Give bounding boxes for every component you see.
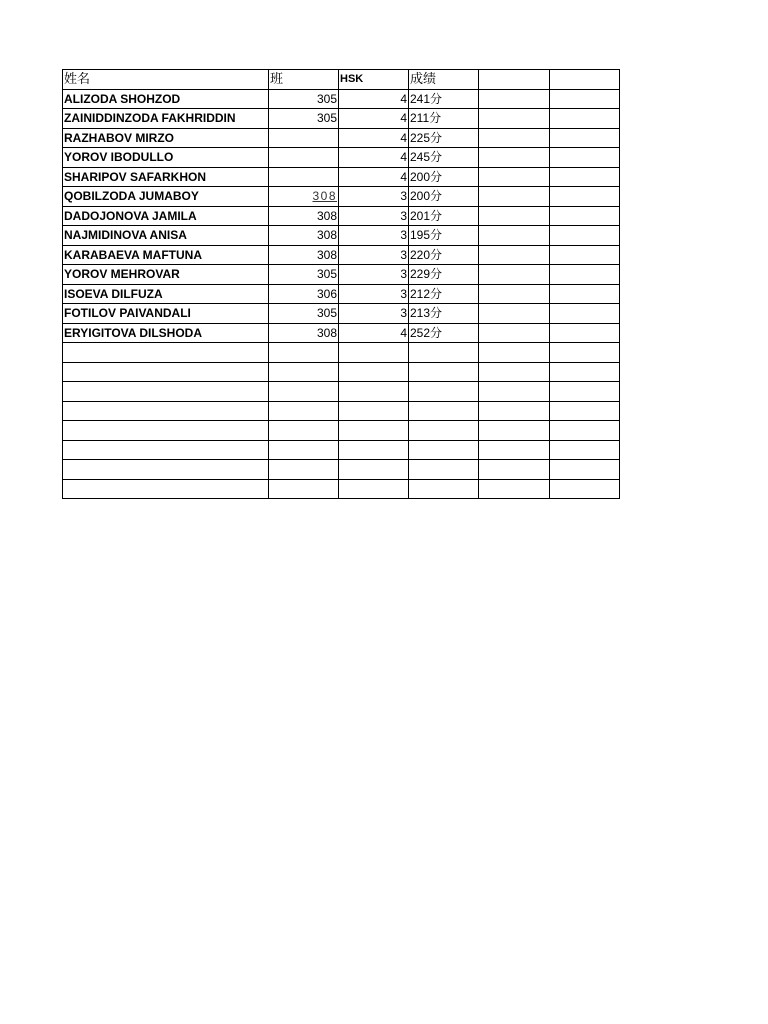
hsk-level-cell[interactable]: 4 xyxy=(339,109,409,129)
class-cell[interactable] xyxy=(269,265,339,285)
empty-row xyxy=(63,440,620,460)
empty-cell[interactable] xyxy=(550,70,620,90)
student-name-cell[interactable]: DADOJONOVA JAMILA xyxy=(63,206,269,226)
score-cell[interactable]: 241分 xyxy=(409,89,479,109)
table-row xyxy=(63,206,620,226)
table-row xyxy=(63,128,620,148)
empty-cell[interactable] xyxy=(269,401,339,421)
empty-cell[interactable] xyxy=(550,284,620,304)
header-hsk[interactable]: HSK xyxy=(339,70,409,90)
class-cell[interactable] xyxy=(269,109,339,129)
empty-cell[interactable] xyxy=(479,187,550,207)
empty-cell[interactable] xyxy=(409,479,479,499)
empty-cell[interactable] xyxy=(269,479,339,499)
empty-cell[interactable] xyxy=(409,401,479,421)
empty-cell[interactable] xyxy=(479,343,550,363)
empty-cell[interactable] xyxy=(479,89,550,109)
empty-cell[interactable] xyxy=(479,167,550,187)
empty-cell[interactable] xyxy=(479,440,550,460)
empty-cell[interactable] xyxy=(550,245,620,265)
empty-cell[interactable] xyxy=(269,343,339,363)
class-cell[interactable] xyxy=(269,323,339,343)
empty-cell[interactable] xyxy=(409,460,479,480)
empty-cell[interactable] xyxy=(550,109,620,129)
hsk-level-cell[interactable]: 4 xyxy=(339,148,409,168)
empty-cell[interactable] xyxy=(550,89,620,109)
class-value: 305 xyxy=(316,306,337,321)
empty-cell[interactable] xyxy=(550,265,620,285)
empty-cell[interactable] xyxy=(550,304,620,324)
empty-cell[interactable] xyxy=(550,440,620,460)
score-cell[interactable]: 212分 xyxy=(409,284,479,304)
empty-cell[interactable] xyxy=(550,479,620,499)
score-cell[interactable]: 229分 xyxy=(409,265,479,285)
student-score-table xyxy=(62,69,620,499)
empty-cell[interactable] xyxy=(550,226,620,246)
empty-cell[interactable] xyxy=(550,128,620,148)
student-name-cell[interactable]: RAZHABOV MIRZO xyxy=(63,128,269,148)
empty-cell[interactable] xyxy=(63,479,269,499)
empty-cell[interactable] xyxy=(409,343,479,363)
empty-cell[interactable] xyxy=(479,323,550,343)
empty-cell[interactable] xyxy=(269,421,339,441)
score-cell[interactable]: 211分 xyxy=(409,109,479,129)
empty-cell[interactable] xyxy=(550,421,620,441)
score-cell[interactable]: 200分 xyxy=(409,167,479,187)
score-cell[interactable]: 201分 xyxy=(409,206,479,226)
empty-cell[interactable] xyxy=(479,284,550,304)
empty-cell[interactable] xyxy=(479,401,550,421)
hsk-level-cell[interactable]: 3 xyxy=(339,265,409,285)
empty-cell[interactable] xyxy=(339,343,409,363)
table-row xyxy=(63,109,620,129)
empty-row xyxy=(63,460,620,480)
table-row xyxy=(63,148,620,168)
empty-cell[interactable] xyxy=(479,109,550,129)
student-name-cell[interactable]: FOTILOV PAIVANDALI xyxy=(63,304,269,324)
empty-cell[interactable] xyxy=(339,440,409,460)
empty-cell[interactable] xyxy=(339,362,409,382)
student-name-cell[interactable]: YOROV IBODULLO xyxy=(63,148,269,168)
empty-cell[interactable] xyxy=(550,382,620,402)
table-row xyxy=(63,265,620,285)
table-row xyxy=(63,187,620,207)
class-cell[interactable] xyxy=(269,148,339,168)
empty-cell[interactable] xyxy=(479,265,550,285)
empty-cell[interactable] xyxy=(550,460,620,480)
empty-cell[interactable] xyxy=(339,460,409,480)
empty-cell[interactable] xyxy=(550,206,620,226)
class-cell[interactable] xyxy=(269,89,339,109)
empty-cell[interactable] xyxy=(550,401,620,421)
student-name-cell[interactable]: ISOEVA DILFUZA xyxy=(63,284,269,304)
empty-cell[interactable] xyxy=(550,343,620,363)
header-row xyxy=(63,70,620,90)
student-name-cell[interactable]: KARABAEVA MAFTUNA xyxy=(63,245,269,265)
class-cell[interactable] xyxy=(269,187,339,207)
score-cell[interactable]: 200分 xyxy=(409,187,479,207)
empty-row xyxy=(63,362,620,382)
empty-cell[interactable] xyxy=(409,421,479,441)
empty-cell[interactable] xyxy=(269,382,339,402)
hsk-level-cell[interactable]: 4 xyxy=(339,167,409,187)
table-row xyxy=(63,245,620,265)
empty-cell[interactable] xyxy=(479,479,550,499)
empty-cell[interactable] xyxy=(550,362,620,382)
student-name-cell[interactable]: ALIZODA SHOHZOD xyxy=(63,89,269,109)
empty-cell[interactable] xyxy=(409,382,479,402)
empty-cell[interactable] xyxy=(339,401,409,421)
empty-cell[interactable] xyxy=(479,421,550,441)
hsk-level-cell[interactable]: 3 xyxy=(339,187,409,207)
class-cell[interactable] xyxy=(269,226,339,246)
empty-cell[interactable] xyxy=(339,479,409,499)
score-cell[interactable]: 195分 xyxy=(409,226,479,246)
table-row xyxy=(63,89,620,109)
hsk-level-cell[interactable]: 4 xyxy=(339,89,409,109)
student-name-cell[interactable]: QOBILZODA JUMABOY xyxy=(63,187,269,207)
empty-row xyxy=(63,401,620,421)
empty-cell[interactable] xyxy=(63,460,269,480)
score-cell[interactable]: 220分 xyxy=(409,245,479,265)
class-value: 305 xyxy=(316,111,337,126)
table-row xyxy=(63,284,620,304)
empty-cell[interactable] xyxy=(269,440,339,460)
empty-cell[interactable] xyxy=(479,245,550,265)
empty-cell[interactable] xyxy=(63,382,269,402)
empty-cell[interactable] xyxy=(550,148,620,168)
class-value: 305 xyxy=(316,91,337,106)
empty-cell[interactable] xyxy=(479,206,550,226)
header-class[interactable]: 班 xyxy=(269,70,339,90)
empty-cell[interactable] xyxy=(479,128,550,148)
class-value: 308 xyxy=(316,247,337,262)
student-name-cell[interactable]: NAJMIDINOVA ANISA xyxy=(63,226,269,246)
table-row xyxy=(63,167,620,187)
student-name-cell[interactable]: SHARIPOV SAFARKHON xyxy=(63,167,269,187)
empty-cell[interactable] xyxy=(63,343,269,363)
score-cell[interactable]: 252分 xyxy=(409,323,479,343)
class-cell[interactable] xyxy=(269,128,339,148)
empty-row xyxy=(63,421,620,441)
empty-cell[interactable] xyxy=(479,304,550,324)
student-name-cell[interactable]: ERYIGITOVA DILSHODA xyxy=(63,323,269,343)
empty-cell[interactable] xyxy=(550,167,620,187)
class-value: 308 xyxy=(316,228,337,243)
class-value: 308 xyxy=(316,208,337,223)
empty-cell[interactable] xyxy=(479,382,550,402)
empty-cell[interactable] xyxy=(479,148,550,168)
empty-cell[interactable] xyxy=(409,362,479,382)
header-score[interactable]: 成绩 xyxy=(409,70,479,90)
class-value: 306 xyxy=(316,286,337,301)
empty-cell[interactable] xyxy=(339,421,409,441)
empty-cell[interactable] xyxy=(63,362,269,382)
hsk-level-cell[interactable]: 3 xyxy=(339,284,409,304)
empty-cell[interactable] xyxy=(269,460,339,480)
hsk-level-cell[interactable]: 4 xyxy=(339,128,409,148)
empty-cell[interactable] xyxy=(269,362,339,382)
class-value: 308 xyxy=(312,189,337,204)
empty-cell[interactable] xyxy=(550,187,620,207)
empty-cell[interactable] xyxy=(550,323,620,343)
empty-cell[interactable] xyxy=(63,401,269,421)
hsk-level-cell[interactable]: 3 xyxy=(339,304,409,324)
score-cell[interactable]: 245分 xyxy=(409,148,479,168)
hsk-level-cell[interactable]: 3 xyxy=(339,226,409,246)
class-value: 308 xyxy=(316,325,337,340)
header-name[interactable]: 姓名 xyxy=(63,70,269,90)
empty-cell[interactable] xyxy=(479,460,550,480)
table-row xyxy=(63,304,620,324)
empty-cell[interactable] xyxy=(479,70,550,90)
class-value: 305 xyxy=(316,267,337,282)
empty-row xyxy=(63,382,620,402)
empty-cell[interactable] xyxy=(479,362,550,382)
table-row xyxy=(63,323,620,343)
class-cell[interactable] xyxy=(269,245,339,265)
empty-cell[interactable] xyxy=(339,382,409,402)
empty-cell[interactable] xyxy=(409,440,479,460)
score-cell[interactable]: 225分 xyxy=(409,128,479,148)
empty-row xyxy=(63,343,620,363)
score-cell[interactable]: 213分 xyxy=(409,304,479,324)
empty-row xyxy=(63,479,620,499)
hsk-level-cell[interactable]: 3 xyxy=(339,206,409,226)
class-cell[interactable] xyxy=(269,206,339,226)
empty-cell[interactable] xyxy=(479,226,550,246)
table-row xyxy=(63,226,620,246)
hsk-level-cell[interactable]: 3 xyxy=(339,245,409,265)
student-name-cell[interactable]: ZAINIDDINZODA FAKHRIDDIN xyxy=(63,109,269,129)
class-cell[interactable] xyxy=(269,167,339,187)
empty-cell[interactable] xyxy=(63,421,269,441)
empty-cell[interactable] xyxy=(63,440,269,460)
class-cell[interactable] xyxy=(269,284,339,304)
hsk-level-cell[interactable]: 4 xyxy=(339,323,409,343)
student-name-cell[interactable]: YOROV MEHROVAR xyxy=(63,265,269,285)
class-cell[interactable] xyxy=(269,304,339,324)
